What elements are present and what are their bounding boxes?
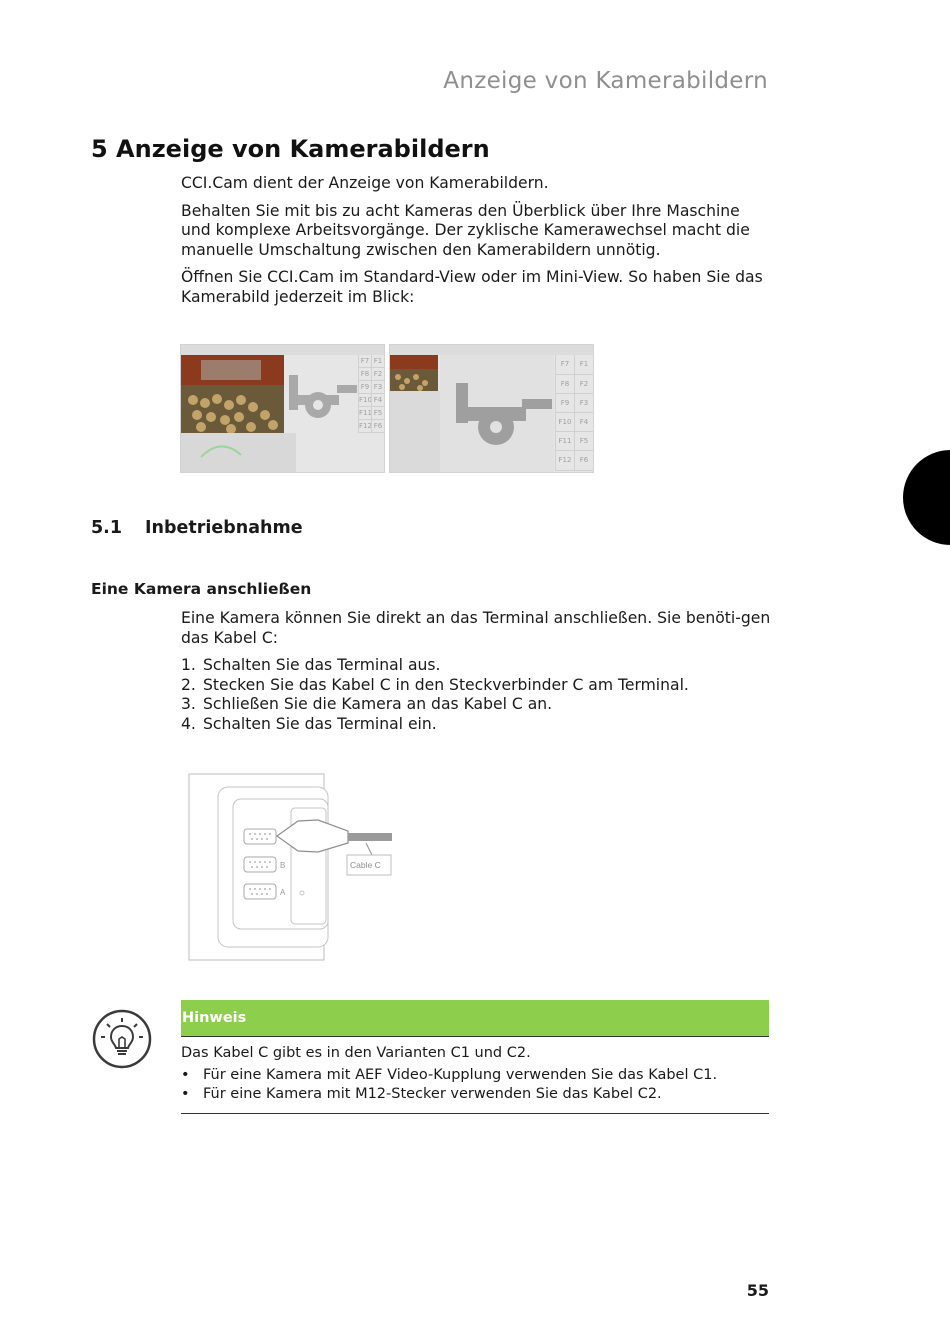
fkey-cell[interactable]: F12 xyxy=(358,420,371,433)
step-number: 3. xyxy=(181,695,196,713)
list-item xyxy=(181,656,771,676)
bullet: • xyxy=(181,1085,190,1102)
fkey-cell[interactable]: F3 xyxy=(574,394,593,413)
fkey-cell[interactable]: F4 xyxy=(371,394,384,407)
fkey-cell[interactable]: F2 xyxy=(371,368,384,381)
chapter-title: 5 Anzeige von Kamerabildern xyxy=(91,135,490,163)
fkey-cell[interactable]: F8 xyxy=(358,368,371,381)
list-item xyxy=(181,1066,769,1085)
step-text: Schalten Sie das Terminal ein. xyxy=(203,714,437,733)
fkey-cell[interactable]: F1 xyxy=(371,355,384,368)
fkey-cell[interactable]: F8 xyxy=(555,375,574,394)
running-header: Anzeige von Kamerabildern xyxy=(443,68,768,94)
fkey-cell[interactable]: F7 xyxy=(358,355,371,368)
subsection-body xyxy=(181,609,771,734)
fkey-cell[interactable]: F4 xyxy=(574,413,593,432)
list-item xyxy=(181,715,771,735)
fkey-cell[interactable]: F10 xyxy=(555,413,574,432)
fkey-cell[interactable]: F5 xyxy=(371,407,384,420)
thumb-tab-marker xyxy=(903,450,950,545)
lightbulb-icon xyxy=(92,1009,152,1069)
fkey-cell[interactable]: F11 xyxy=(555,432,574,451)
intro-paragraph-3: Öffnen Sie CCI.Cam im Standard-View oder im Mini-View. So haben Sie das Kamerabild jederzeit im Blick: xyxy=(181,268,763,306)
fkey-cell[interactable]: F5 xyxy=(574,432,593,451)
step-number: 4. xyxy=(181,714,196,733)
step-text: Schließen Sie die Kamera an das Kabel C an. xyxy=(203,695,553,713)
fkey-cell[interactable]: F9 xyxy=(358,381,371,394)
fkey-cell[interactable]: F12 xyxy=(555,451,574,471)
bullet: • xyxy=(181,1067,190,1083)
step-text: Stecken Sie das Kabel C in den Steckverbinder C am Terminal. xyxy=(203,675,689,694)
hint-bullet-text: Für eine Kamera mit M12-Stecker verwenden Sie das Kabel C2. xyxy=(203,1085,662,1102)
list-item xyxy=(181,695,771,715)
fkey-cell[interactable]: F6 xyxy=(574,451,593,471)
intro-paragraph-2: Behalten Sie mit bis zu acht Kameras den Überblick über Ihre Maschine und komplexe Arbeitsvorgänge. Der zyklische Kamerawechsel macht die manuelle Umschaltung zwischen den Kamerabildern unnötig. xyxy=(181,201,750,259)
connector-diagram xyxy=(186,771,396,963)
subsection-heading: Eine Kamera anschließen xyxy=(91,580,312,598)
mini-view-screenshot xyxy=(389,344,594,473)
hint-box xyxy=(181,1000,769,1114)
list-item xyxy=(181,1085,769,1104)
list-item xyxy=(181,676,771,696)
fkey-cell[interactable]: F11 xyxy=(358,407,371,420)
fkey-cell[interactable]: F1 xyxy=(574,355,593,375)
cable-c-label: Cable C xyxy=(350,860,381,870)
hint-title: Hinweis xyxy=(181,1000,769,1037)
subsection-intro: Eine Kamera können Sie direkt an das Terminal anschließen. Sie benöti-gen das Kabel C: xyxy=(181,609,771,647)
fkey-cell[interactable]: F6 xyxy=(371,420,384,433)
section-title: Inbetriebnahme xyxy=(145,518,303,538)
page-number: 55 xyxy=(746,1281,769,1300)
hint-text: Das Kabel C gibt es in den Varianten C1 und C2. xyxy=(181,1045,531,1061)
section-heading xyxy=(91,518,303,538)
standard-view-graphic xyxy=(181,345,384,472)
connector-a-label: A xyxy=(280,888,286,897)
fkey-cell[interactable]: F10 xyxy=(358,394,371,407)
step-number: 2. xyxy=(181,675,196,694)
steps-list xyxy=(181,656,771,734)
step-number: 1. xyxy=(181,656,196,674)
fkey-cell[interactable]: F7 xyxy=(555,355,574,375)
fkey-cell[interactable]: F3 xyxy=(371,381,384,394)
section-number: 5.1 xyxy=(91,518,123,538)
intro-paragraph-1: CCI.Cam dient der Anzeige von Kamerabildern. xyxy=(181,174,549,192)
hint-bullet-text: Für eine Kamera mit AEF Video-Kupplung verwenden Sie das Kabel C1. xyxy=(203,1067,718,1083)
standard-view-screenshot xyxy=(180,344,385,473)
hint-bullet-list xyxy=(181,1066,769,1103)
fkey-cell[interactable]: F9 xyxy=(555,394,574,413)
intro-block xyxy=(181,174,771,315)
step-text: Schalten Sie das Terminal aus. xyxy=(203,656,441,674)
fkey-cell[interactable]: F2 xyxy=(574,375,593,394)
connector-b-label: B xyxy=(280,861,286,870)
hint-body xyxy=(181,1037,769,1114)
